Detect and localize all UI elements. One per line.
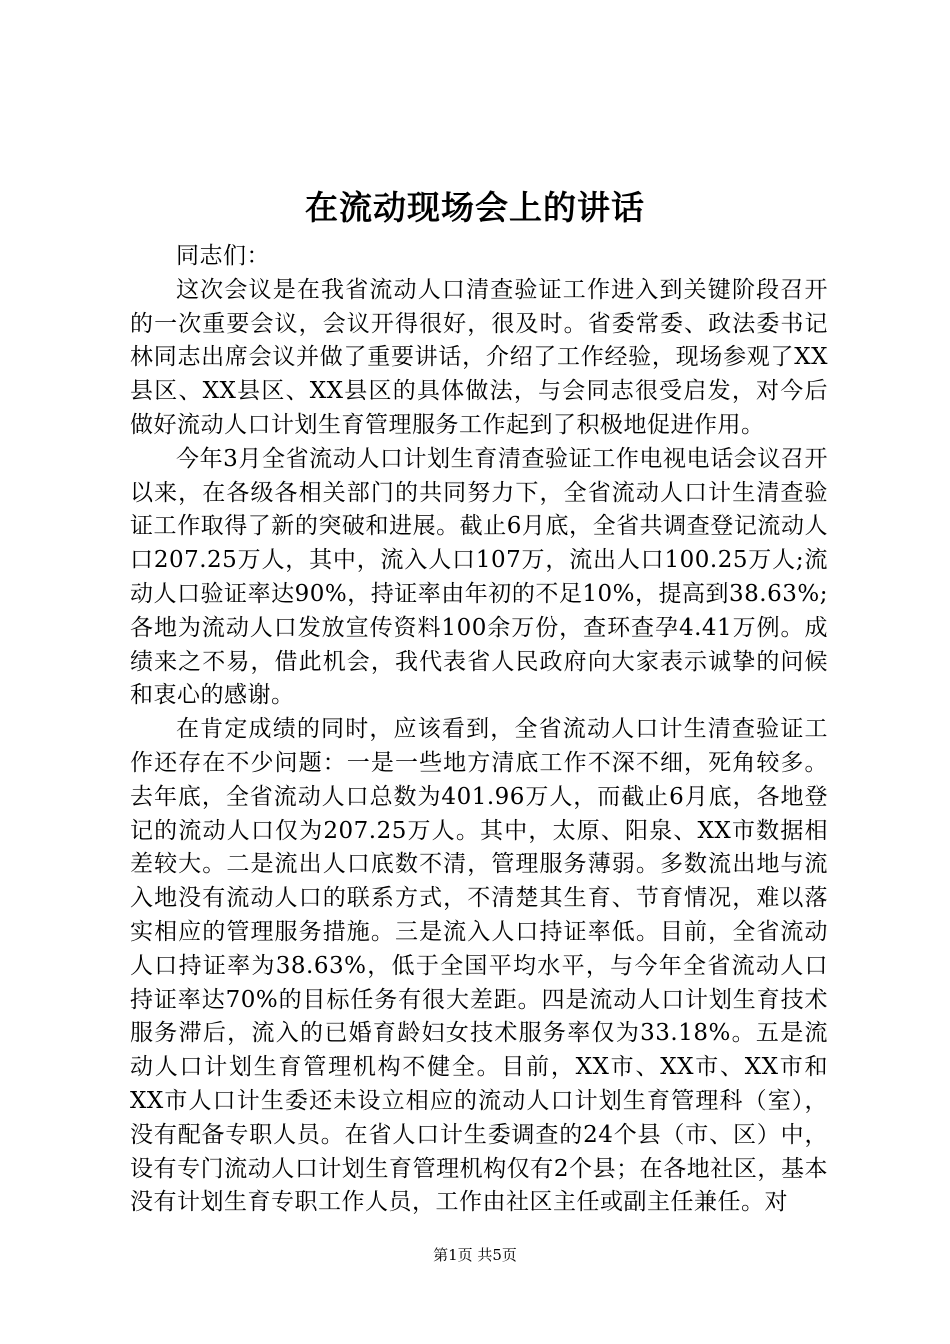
salutation: 同志们： <box>176 243 270 269</box>
document-body <box>130 240 828 1220</box>
document-title: 在流动现场会上的讲话 <box>305 188 645 227</box>
paragraph-2: 今年3月全省流动人口计划生育清查验证工作电视电话会议召开以来，在各级各相关部门的共同努力下，全省流动人口计生清查验证工作取得了新的突破和进展。截止6月底，全省共调查登记流动人口207.25万人，其中，流入人口107万，流出人口100.25万人;流动人口验证率达90%，持证率由年初的不足10%，提高到38.63%;各地为流动人口发放宣传资料100余万份，查环查孕4.41万例。成绩来之不易，借此机会，我代表省人民政府向大家表示诚挚的问候和衷心的感谢。 <box>130 445 828 709</box>
page-footer: 第1页 共5页 <box>433 1246 517 1264</box>
paragraph-1: 这次会议是在我省流动人口清查验证工作进入到关键阶段召开的一次重要会议，会议开得很好，很及时。省委常委、政法委书记林同志出席会议并做了重要讲话，介绍了工作经验，现场参观了XX县区、XX县区、XX县区的具体做法，与会同志很受启发，对今后做好流动人口计划生育管理服务工作起到了积极地促进作用。 <box>130 276 828 438</box>
paragraph-3: 在肯定成绩的同时，应该看到，全省流动人口计生清查验证工作还存在不少问题：一是一些地方清底工作不深不细，死角较多。去年底，全省流动人口总数为401.96万人，而截止6月底，各地登记的流动人口仅为207.25万人。其中，太原、阳泉、XX市数据相差较大。二是流出人口底数不清，管理服务薄弱。多数流出地与流入地没有流动人口的联系方式，不清楚其生育、节育情况，难以落实相应的管理服务措施。三是流入人口持证率低。目前，全省流动人口持证率为38.63%，低于全国平均水平，与今年全省流动人口持证率达70%的目标任务有很大差距。四是流动人口计划生育技术服务滞后，流入的已婚育龄妇女技术服务率仅为33.18%。五是流动人口计划生育管理机构不健全。目前，XX市、XX市、XX市和XX市人口计生委还未设立相应的流动人口计划生育管理科（室），没有配备专职人员。在省人口计生委调查的24个县（市、区）中，设有专门流动人口计划生育管理机构仅有2个县；在各地社区，基本没有计划生育专职工作人员，工作由社区主任或副主任兼任。对 <box>130 716 828 1216</box>
